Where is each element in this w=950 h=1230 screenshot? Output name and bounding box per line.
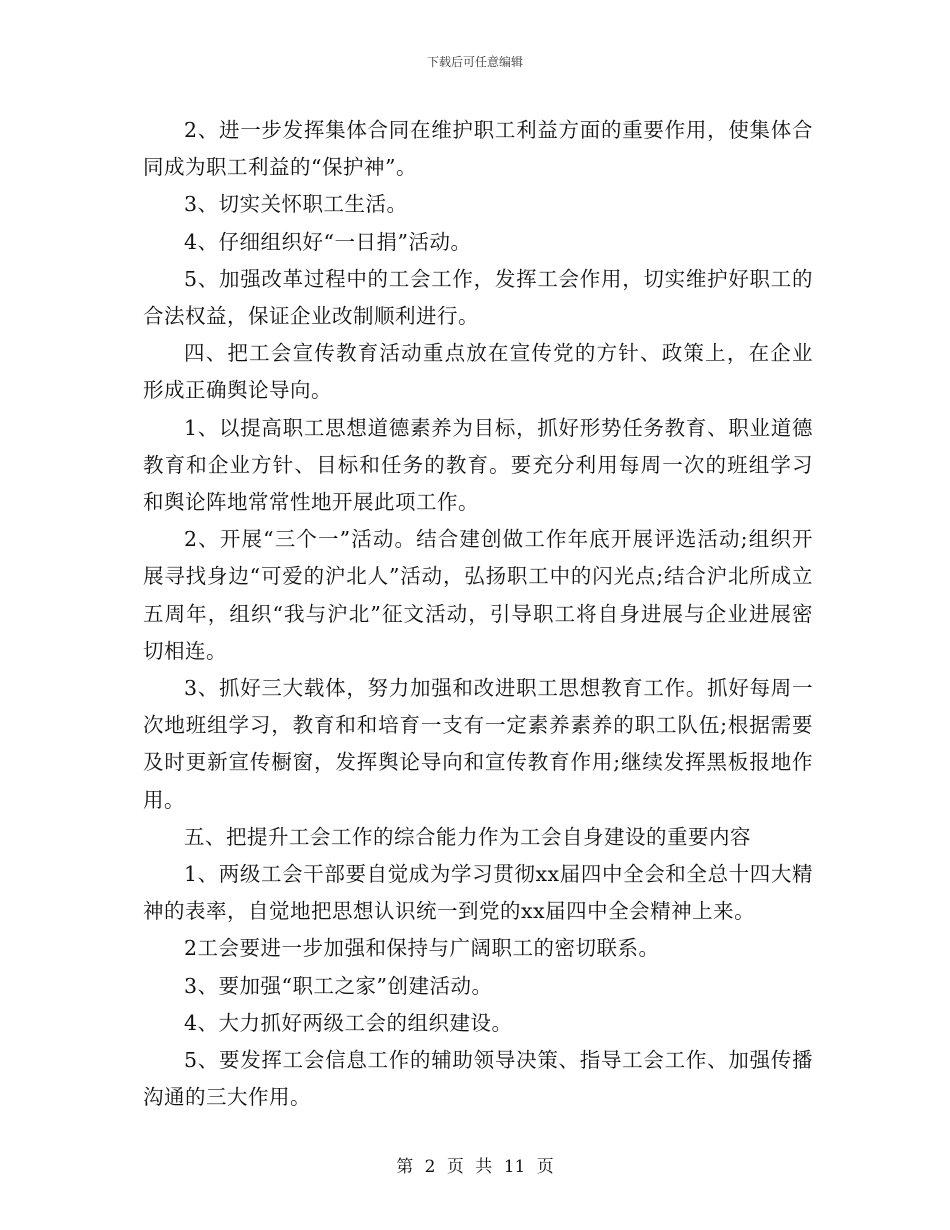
paragraph: 1、两级工会干部要自觉成为学习贯彻xx届四中全会和全总十四大精神的表率，自觉地把思想认识统一到党的xx届四中全会精神上来。: [143, 862, 813, 924]
section-heading: 四、把工会宣传教育活动重点放在宣传党的方针、政策上，在企业形成正确舆论导向。: [143, 341, 813, 403]
paragraph: 3、要加强“职工之家”创建活动。: [184, 973, 493, 998]
paragraph: 5、要发挥工会信息工作的辅助领导决策、指导工会工作、加强传播沟通的三大作用。: [143, 1048, 813, 1110]
paragraph: 3、抓好三大载体，努力加强和改进职工思想教育工作。抓好每周一次地班组学习，教育和和培育一支有一定素养素养的职工队伍;根据需要及时更新宣传橱窗，发挥舆论导向和宣传教育作用;继续发挥黑板报地作用。: [143, 676, 813, 812]
paragraph: 5、加强改革过程中的工会工作，发挥工会作用，切实维护好职工的合法权益，保证企业改制顺利进行。: [143, 266, 813, 329]
section-heading: 五、把提升工会工作的综合能力作为工会自身建设的重要内容: [184, 824, 751, 849]
paragraph: 4、仔细组织好“一日捐”活动。: [184, 229, 472, 254]
document-body: [143, 112, 813, 1116]
page-number-footer: 第 2 页 共 11 页: [396, 1157, 554, 1177]
paragraph: 2、开展“三个一”活动。结合建创做工作年底开展评选活动;组织开展寻找身边“可爱的沪北人”活动，弘扬职工中的闪光点;结合沪北所成立五周年，组织“我与沪北”征文活动，引导职工将自身进展与企业进展密切相连。: [143, 527, 813, 663]
paragraph: 1、以提高职工思想道德素养为目标，抓好形势任务教育、职业道德教育和企业方针、目标和任务的教育。要充分利用每周一次的班组学习和舆论阵地常常性地开展此项工作。: [143, 415, 813, 515]
paragraph: 4、大力抓好两级工会的组织建设。: [184, 1010, 513, 1035]
paragraph: 3、切实关怀职工生活。: [184, 192, 408, 217]
paragraph: 2工会要进一步加强和保持与广阔职工的密切联系。: [184, 936, 660, 961]
page-header-note: 下载后可任意编辑: [426, 55, 523, 69]
paragraph: 2、进一步发挥集体合同在维护职工利益方面的重要作用，使集体合同成为职工利益的“保护神”。: [143, 118, 813, 180]
